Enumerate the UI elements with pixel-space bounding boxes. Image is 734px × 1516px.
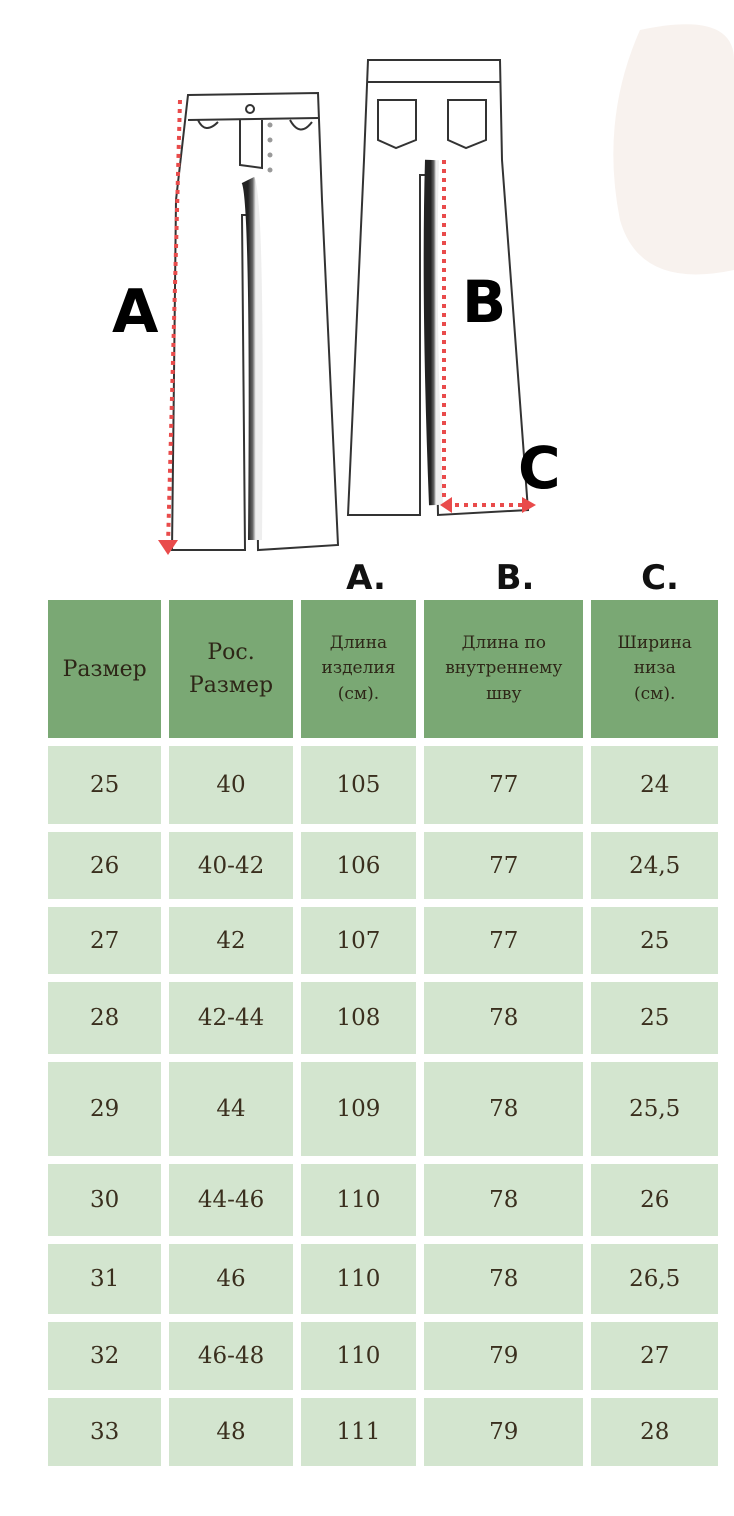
- cell-length: 106: [301, 832, 416, 899]
- table-row: [48, 746, 718, 824]
- table-body: [48, 746, 718, 1466]
- size-table: [40, 592, 726, 1474]
- jeans-illustration: [0, 0, 734, 600]
- table-row: [48, 982, 718, 1054]
- header-ru-size: Рос. Размер: [169, 600, 293, 738]
- label-c: C: [518, 434, 561, 502]
- label-b: B: [462, 268, 507, 336]
- cell-inseam: 79: [424, 1322, 583, 1390]
- cell-ru-size: 44: [169, 1062, 293, 1156]
- cell-hem-width: 25: [591, 982, 718, 1054]
- table-row: [48, 832, 718, 899]
- cell-size: 27: [48, 907, 161, 974]
- column-letter-a: A.: [346, 558, 386, 598]
- table-row: [48, 907, 718, 974]
- cell-length: 110: [301, 1164, 416, 1236]
- table-header-row: [48, 600, 718, 738]
- cell-size: 29: [48, 1062, 161, 1156]
- cell-size: 32: [48, 1322, 161, 1390]
- cell-size: 25: [48, 746, 161, 824]
- cell-ru-size: 46: [169, 1244, 293, 1314]
- header-size: Размер: [48, 600, 161, 738]
- cell-length: 107: [301, 907, 416, 974]
- cell-inseam: 78: [424, 1244, 583, 1314]
- cell-hem-width: 25: [591, 907, 718, 974]
- cell-hem-width: 25,5: [591, 1062, 718, 1156]
- cell-ru-size: 42-44: [169, 982, 293, 1054]
- cell-size: 33: [48, 1398, 161, 1466]
- cell-hem-width: 28: [591, 1398, 718, 1466]
- cell-ru-size: 48: [169, 1398, 293, 1466]
- table-row: [48, 1322, 718, 1390]
- cell-length: 105: [301, 746, 416, 824]
- table-row: [48, 1398, 718, 1466]
- cell-length: 110: [301, 1244, 416, 1314]
- cell-inseam: 77: [424, 907, 583, 974]
- cell-ru-size: 40-42: [169, 832, 293, 899]
- column-letter-c: C.: [641, 558, 679, 598]
- table-row: [48, 1062, 718, 1156]
- cell-inseam: 79: [424, 1398, 583, 1466]
- cell-ru-size: 46-48: [169, 1322, 293, 1390]
- cell-length: 111: [301, 1398, 416, 1466]
- header-hem-width: Ширина низа (см).: [591, 600, 718, 738]
- header-inseam: Длина по внутреннему шву: [424, 600, 583, 738]
- cell-inseam: 78: [424, 1164, 583, 1236]
- cell-hem-width: 24: [591, 746, 718, 824]
- cell-ru-size: 40: [169, 746, 293, 824]
- cell-inseam: 77: [424, 832, 583, 899]
- cell-hem-width: 24,5: [591, 832, 718, 899]
- header-length: Длина изделия (см).: [301, 600, 416, 738]
- cell-hem-width: 26: [591, 1164, 718, 1236]
- cell-size: 31: [48, 1244, 161, 1314]
- cell-size: 28: [48, 982, 161, 1054]
- cell-length: 108: [301, 982, 416, 1054]
- table-row: [48, 1164, 718, 1236]
- cell-ru-size: 44-46: [169, 1164, 293, 1236]
- cell-length: 109: [301, 1062, 416, 1156]
- table-row: [48, 1244, 718, 1314]
- column-letter-b: B.: [495, 558, 535, 598]
- cell-size: 26: [48, 832, 161, 899]
- cell-inseam: 78: [424, 1062, 583, 1156]
- cell-inseam: 77: [424, 746, 583, 824]
- front-jeans-drawing: [172, 93, 338, 550]
- cell-hem-width: 27: [591, 1322, 718, 1390]
- label-a: A: [112, 277, 159, 347]
- cell-inseam: 78: [424, 982, 583, 1054]
- cell-ru-size: 42: [169, 907, 293, 974]
- cell-length: 110: [301, 1322, 416, 1390]
- cell-size: 30: [48, 1164, 161, 1236]
- cell-hem-width: 26,5: [591, 1244, 718, 1314]
